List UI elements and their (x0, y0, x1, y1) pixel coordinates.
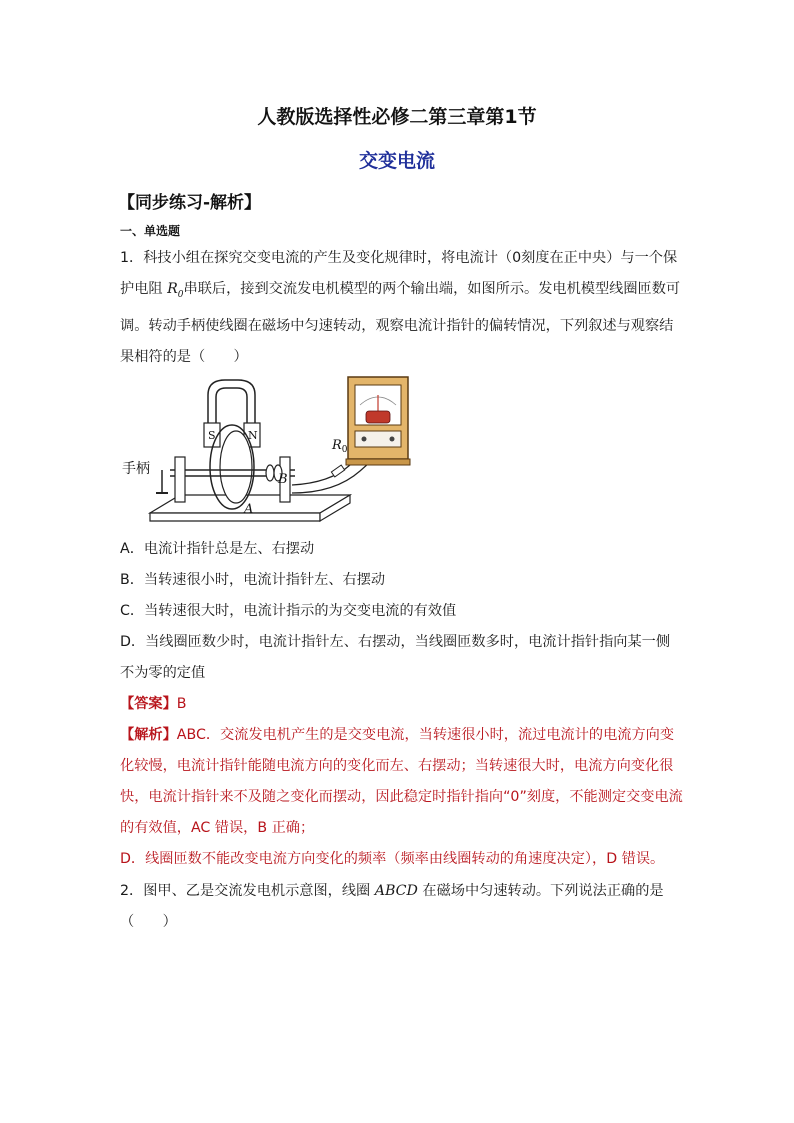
answer-block (120, 689, 680, 720)
label-a: A (244, 502, 254, 517)
generator-model-figure (120, 375, 430, 525)
coil-abcd: ABCD (374, 883, 418, 899)
option-b: B．当转速很小时，电流计指针左、右摆动 (120, 572, 386, 588)
q1-line-2-post: 串联后，接到交流发电机模型的两个输出端，如图所示。发电机模型线圈匝数可 (183, 281, 681, 297)
option-c: C．当转速很大时，电流计指示的为交变电流的有效值 (120, 603, 457, 619)
page-title: 人教版选择性必修二第三章第1节 (257, 106, 537, 128)
label-s-pole: S (208, 429, 216, 442)
analysis-line-5: D．线圈匝数不能改变电流方向变化的频率（频率由线圈转动的角速度决定），D 错误。 (120, 851, 665, 867)
r0-variable: $R_0$ (167, 281, 184, 300)
option-d: D．当线圈匝数少时，电流计指针左、右摆动，当线圈匝数多时，电流计指针指向某一侧 (120, 634, 671, 650)
page-subtitle: 交变电流 (358, 150, 435, 172)
label-r0: $R_0$ (332, 438, 348, 455)
option-a: A．电流计指针总是左、右摆动 (120, 541, 315, 557)
question-1-stem (120, 243, 680, 373)
label-handle: 手柄 (122, 461, 150, 477)
option-d-cont: 不为零的定值 (120, 665, 206, 681)
analysis-label: 【解析】 (120, 727, 177, 743)
q1-line-2 (120, 274, 680, 311)
label-b: B (278, 472, 288, 487)
q1-line-2-pre: 护电阻 (120, 281, 168, 297)
analysis-block (120, 720, 683, 875)
question-1-options (120, 534, 680, 689)
q1-line-4: 果相符的是（ ） (120, 348, 248, 365)
analysis-line-2: 化较慢，电流计指针能随电流方向的变化而左、右摆动；当转速很大时，电流方向变化很 (120, 758, 674, 774)
question-2-stem (120, 876, 680, 938)
q2-line-2: （ ） (120, 914, 177, 930)
q2-line-1: 2．图甲、乙是交流发电机示意图，线圈 ABCD 在磁场中匀速转动。下列说法正确的是 (120, 883, 664, 899)
q1-line-3: 调。转动手柄使线圈在磁场中匀速转动，观察电流计指针的偏转情况，下列叙述与观察结 (120, 317, 674, 334)
q1-line-1: 1．科技小组在探究交变电流的产生及变化规律时，将电流计（0刻度在正中央）与一个保 (120, 250, 678, 266)
answer-line (120, 689, 680, 720)
answer-value: B (176, 696, 187, 712)
analysis-line-4: 的有效值，AC 错误，B 正确； (120, 820, 315, 836)
answer-label: 【答案】 (120, 696, 177, 712)
section-heading: 【同步练习-解析】 (118, 193, 262, 213)
analysis-line-3: 快，电流计指针来不及随之变化而摆动，因此稳定时指针指向“0”刻度，不能测定交变电流 (120, 789, 683, 805)
analysis-line-1: 【解析】ABC．交流发电机产生的是交变电流，当转速很小时，流过电流计的电流方向变 (120, 727, 675, 743)
subsection-heading: 一、单选题 (120, 224, 181, 238)
label-n-pole: N (248, 429, 258, 442)
